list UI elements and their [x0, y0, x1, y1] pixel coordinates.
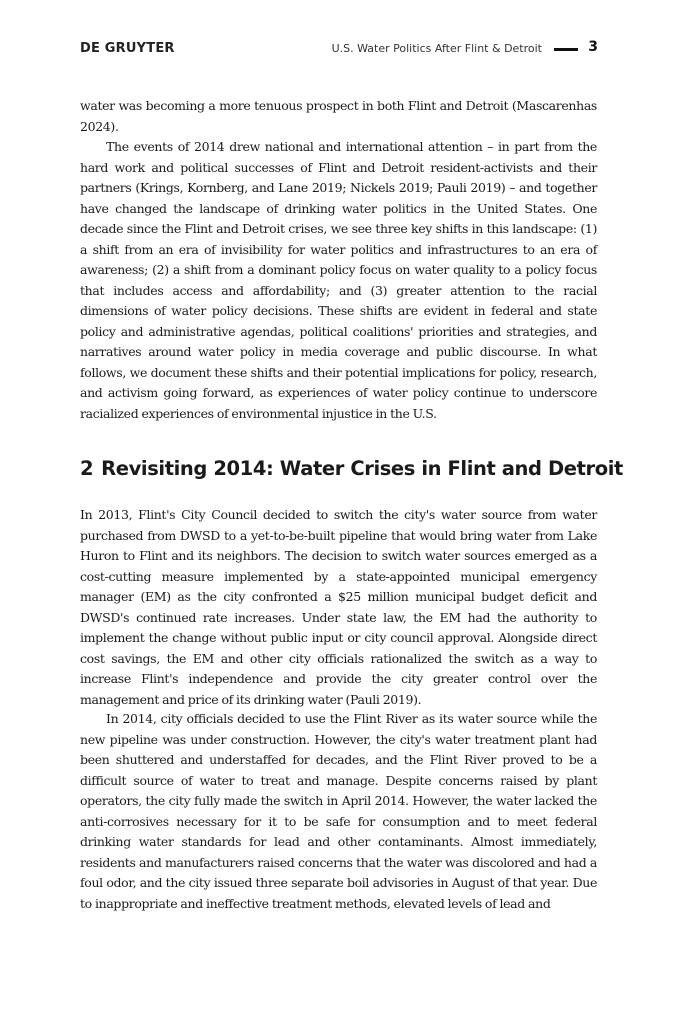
paragraph-flint-2014: In 2014, city officials decided to use the Flint River as its water source while the new pipeline was under construction. However, the city's water treatment plant had been shuttered and understaffed for decades, and the Flint River proved to be a difficult source of water to treat and manage. Despite concerns raised by plant operators, the city fully made the switch in April 2014. However, the water lacked the anti-corrosives necessary for it to be safe for consumption and to meet federal drinking water standards for lead and other contaminants. Almost immediately, residents and manufacturers raised concerns that the water was discolored and had a foul odor, and the city issued three separate boil advisories in August of that year. Due to inappropriate and ineffective treatment methods, elevated levels of lead and: [80, 711, 597, 911]
running-title: U.S. Water Politics After Flint & Detroit: [331, 42, 542, 55]
paragraph-key-shifts: The events of 2014 drew national and international attention – in part from the hard work and political successes of Flint and Detroit resident-activists and their partners (Krings, Kornberg, and Lane 2019; Nickels 2019; Pauli 2019) – and together have changed the landscape of drinking water politics in the United States. One decade since the Flint and Detroit crises, we see three key shifts in this landscape: (1) a shift from an era of invisibility for water politics and infrastructures to an era of awareness; (2) a shift from a dominant policy focus on water quality to a policy focus that includes access and affordability; and (3) greater attention to the racial dimensions of water policy decisions. These shifts are evident in federal and state policy and administrative agendas, political coalitions' priorities and strategies, and narratives around water policy in media coverage and public discourse. In what follows, we document these shifts and their potential implications for policy, research, and activism going forward, as experiences of water policy continue to underscore racialized experiences of environmental injustice in the U.S.: [80, 139, 597, 421]
publisher-name: DE GRUYTER: [80, 41, 175, 56]
section-title: Revisiting 2014: Water Crises in Flint and Detroit: [101, 457, 623, 480]
page-number: 3: [588, 39, 598, 55]
section-heading: [80, 457, 623, 480]
section-number: 2: [80, 457, 94, 480]
paragraph-continued: water was becoming a more tenuous prospect in both Flint and Detroit (Mascarenhas 2024).: [80, 98, 597, 134]
paragraph-flint-2013: In 2013, Flint's City Council decided to switch the city's water source from water purchased from DWSD to a yet-to-be-built pipeline that would bring water from Lake Huron to Flint and its neighbors. The decision to switch water sources emerged as a cost-cutting measure implemented by a state-appointed municipal emergency manager (EM) as the city confronted a $25 million municipal budget deficit and DWSD's continued rate increases. Under state law, the EM had the authority to implement the change without public input or city council approval. Alongside direct cost savings, the EM and other city officials rationalized the switch as a way to increase Flint's independence and provide the city greater control over the management and price of its drinking water (Pauli 2019).: [80, 507, 597, 707]
running-header: [80, 40, 598, 58]
header-rule: [554, 48, 578, 51]
